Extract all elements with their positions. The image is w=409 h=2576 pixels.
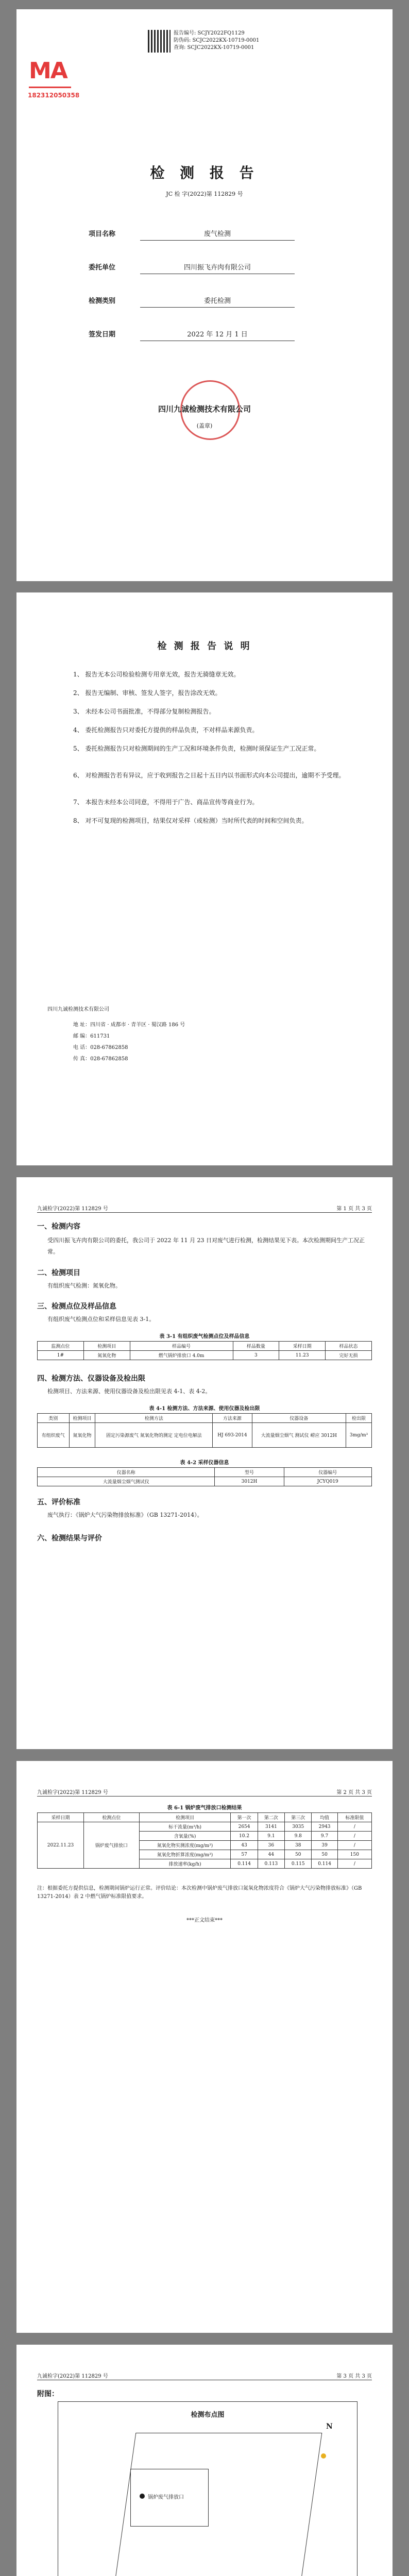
- table-header: 第一次: [231, 1813, 258, 1822]
- results-table: [37, 1812, 372, 1869]
- table-header: 检测方法: [95, 1414, 213, 1423]
- table-cell: 2022.11.23: [38, 1822, 84, 1869]
- table-caption: 表 6-1 锅炉废气排放口检测结果: [167, 1805, 242, 1811]
- note-item: 7、 本报告未经本公司同意，不得用于广告、商品宣传等商业行为。: [73, 799, 259, 806]
- table-header: 检测项目: [139, 1813, 231, 1822]
- table-cell: /: [337, 1832, 371, 1841]
- table-header: 标准限值: [337, 1813, 371, 1822]
- notes-title: 检 测 报 告 说 明: [157, 641, 252, 652]
- table-header: 第二次: [258, 1813, 284, 1822]
- note-item: 6、 对检测报告若有异议，应于收到报告之日起十五日内以书面形式向本公司提出，逾期不予受理。: [73, 772, 345, 779]
- table-cell: 38: [285, 1841, 312, 1850]
- table-cell: 3012H: [215, 1477, 284, 1486]
- table-row: [38, 1477, 372, 1486]
- table-header: 样品编号: [130, 1342, 233, 1351]
- field-value: 废气检测: [140, 228, 295, 241]
- section-text: 有组织废气检测点位和采样信息见表 3-1。: [47, 1316, 155, 1323]
- table-header-row: [38, 1342, 372, 1351]
- ma-number: 182312050358: [28, 92, 80, 99]
- field-value: 2022 年 12 月 1 日: [140, 329, 295, 341]
- table-header: 仪器设备: [252, 1414, 346, 1423]
- table-cell: 11.23: [279, 1351, 326, 1360]
- table-cell: HJ 693-2014: [213, 1423, 252, 1448]
- table-header: 第三次: [285, 1813, 312, 1822]
- table-header: 检测点位: [84, 1813, 140, 1822]
- table-header: 方法来源: [213, 1414, 252, 1423]
- page-header: 九诚检字(2022)第 112829 号: [37, 2374, 108, 2379]
- section-title: 一、检测内容: [37, 1223, 80, 1231]
- table-cell: JCYQ019: [284, 1477, 371, 1486]
- table-cell: 1#: [38, 1351, 84, 1360]
- page-number: 第 3 页 共 3 页: [336, 2374, 372, 2379]
- section-title: 四、检测方法、仪器设备及检出限: [37, 1375, 145, 1383]
- field-label: 检测类别: [89, 297, 116, 305]
- table-cell: 150: [337, 1850, 371, 1859]
- table-cell: 0.113: [258, 1859, 284, 1869]
- qr-info: [174, 30, 259, 52]
- table-cell: 39: [312, 1841, 337, 1850]
- table-cell: 有组织废气: [38, 1423, 70, 1448]
- note-item: 3、 未经本公司书面批准，不得部分复制检测报告。: [73, 708, 215, 715]
- page-header: 九诚检字(2022)第 112829 号: [37, 1790, 108, 1795]
- table-cell: /: [337, 1841, 371, 1850]
- sampling-point-label: 锅炉废气排放口: [148, 2495, 184, 2500]
- table-cell: 50: [312, 1850, 337, 1859]
- section-title: 六、检测结果与评价: [37, 1534, 102, 1543]
- table-cell: 43: [231, 1841, 258, 1850]
- table-cell: 2943: [312, 1822, 337, 1832]
- table-cell: 锅炉废气排放口: [84, 1822, 140, 1869]
- table-cell: 0.115: [285, 1859, 312, 1869]
- note-item: 8、 对不可复现的检测项目，结果仅对采样（或检测）当时所代表的时间和空间负责。: [73, 817, 308, 824]
- table-header: 型号: [215, 1468, 284, 1477]
- header-rule: [37, 1796, 372, 1797]
- contact-line: 电 话：028-67862858: [73, 1045, 128, 1050]
- qr-code: [148, 30, 171, 53]
- contact-line: 地 址：四川省 · 成都市 · 青羊区 · 蜀汉路 186 号: [73, 1022, 185, 1028]
- method-table: [37, 1413, 372, 1448]
- page-header: 九诚检字(2022)第 112829 号: [37, 1206, 108, 1212]
- cover-page: [16, 9, 393, 581]
- page-number: 第 2 页 共 3 页: [336, 1790, 372, 1795]
- table-cell: 44: [258, 1850, 284, 1859]
- diagram-title: 检测布点图: [191, 2411, 225, 2419]
- table-cell: 3141: [258, 1822, 284, 1832]
- section-text: 有组织废气检测：氮氧化物。: [47, 1282, 121, 1289]
- table-cell: /: [337, 1822, 371, 1832]
- field-label: 委托单位: [89, 264, 116, 272]
- table-cell: 大流量烟尘烟气测试仪: [38, 1477, 215, 1486]
- section-title: 二、检测项目: [37, 1269, 80, 1277]
- table-header: 均值: [312, 1813, 337, 1822]
- table-cell: 3mg/m³: [346, 1423, 372, 1448]
- table-cell: 36: [258, 1841, 284, 1850]
- table-cell: 含氧量(%): [139, 1832, 231, 1841]
- table-header: 监测点位: [38, 1342, 84, 1351]
- table-cell: 排放速率(kg/h): [139, 1859, 231, 1869]
- table-header: 样品数量: [233, 1342, 279, 1351]
- section-text: 废气执行：《锅炉大气污染物排放标准》（GB 13271-2014）。: [47, 1512, 203, 1518]
- table-cell: 标干流量(m³/h): [139, 1822, 231, 1832]
- table-cell: 完好无损: [326, 1351, 372, 1360]
- table-cell: 3: [233, 1351, 279, 1360]
- sampling-point-marker: [140, 2494, 145, 2499]
- note-item: 2、 报告无编制、审核、签发人签字，报告涂改无效。: [73, 689, 221, 697]
- content-page-3: [16, 2345, 393, 2576]
- sample-info-table: [37, 1341, 372, 1360]
- table-header-row: [38, 1813, 372, 1822]
- results-footnote: 注：根据委托方提供信息，检测期间锅炉运行正常。评价结论：本次检测中锅炉废气排放口氮氧化物浓度符合《锅炉大气污染物排放标准》（GB 13271-2014）表 2 中燃气锅炉标准限值要求。: [37, 1886, 362, 1900]
- field-value: 四川振飞卉肉有限公司: [140, 262, 295, 274]
- table-cell: 50: [285, 1850, 312, 1859]
- table-cell: 燃气锅炉排放口 4.0m: [130, 1351, 233, 1360]
- table-header: 检测项目: [69, 1414, 95, 1423]
- qr-line: 防伪码: SCJC2022KX-10719-0001: [174, 38, 260, 43]
- table-cell: 9.1: [258, 1832, 284, 1841]
- table-cell: 3035: [285, 1822, 312, 1832]
- section-text: 检测项目、方法来源、使用仪器设备及检出限见表 4-1、表 4-2。: [47, 1388, 211, 1395]
- table-cell: 9.7: [312, 1832, 337, 1841]
- north-arrow: N: [326, 2422, 333, 2431]
- legend-marker: [321, 2453, 326, 2459]
- content-page-2: [16, 1761, 393, 2333]
- table-header: 检测项目: [83, 1342, 130, 1351]
- table-row: [38, 1423, 372, 1448]
- content-page-1: [16, 1177, 393, 1749]
- instrument-table: [37, 1467, 372, 1486]
- ma-logo: [29, 56, 75, 92]
- company-name: 四川九诚检测技术有限公司: [158, 404, 251, 414]
- table-header-row: [38, 1468, 372, 1477]
- table-cell: 10.2: [231, 1832, 258, 1841]
- table-header: 仪器名称: [38, 1468, 215, 1477]
- section-text: 受四川振飞卉肉有限公司的委托，我公司于 2022 年 11 月 23 日对废气进行检测，检测结果见下表。本次检测期间生产工况正常。: [47, 1237, 365, 1255]
- report-title: 检 测 报 告: [150, 164, 259, 181]
- table-header: 样品状态: [326, 1342, 372, 1351]
- table-cell: 固定污染源废气 氮氧化物的测定 定电位电解法: [95, 1423, 213, 1448]
- table-cell: 2654: [231, 1822, 258, 1832]
- table-row: [38, 1351, 372, 1360]
- ma-logo-text: MA: [29, 56, 71, 88]
- table-header-row: [38, 1414, 372, 1423]
- table-cell: 57: [231, 1850, 258, 1859]
- table-header: 类别: [38, 1414, 70, 1423]
- table-cell: 氮氧化物实测浓度(mg/m³): [139, 1841, 231, 1850]
- table-cell: 0.114: [231, 1859, 258, 1869]
- contact-line: 传 真：028-67862858: [73, 1056, 128, 1062]
- table-cell: 氮氧化物: [83, 1351, 130, 1360]
- table-cell: 0.114: [312, 1859, 337, 1869]
- table-header: 检出限: [346, 1414, 372, 1423]
- company-seal-note: (盖章): [196, 422, 213, 429]
- table-cell: 9.8: [285, 1832, 312, 1841]
- report-number: JC 检 字(2022)第 112829 号: [166, 191, 243, 197]
- end-marker: ***正文结束***: [186, 1918, 223, 1923]
- table-cell: 大流量烟尘烟气 测试仪 崂应 3012H: [252, 1423, 346, 1448]
- field-label: 签发日期: [89, 331, 116, 338]
- table-caption: 表 3-1 有组织废气检测点位及样品信息: [159, 1334, 250, 1340]
- table-header: 仪器编号: [284, 1468, 371, 1477]
- field-value: 委托检测: [140, 295, 295, 308]
- table-cell: 氮氧化物折算浓度(mg/m³): [139, 1850, 231, 1859]
- header-rule: [37, 1212, 372, 1213]
- table-header: 采样日期: [38, 1813, 84, 1822]
- figure-title: 附图：: [37, 2390, 59, 2398]
- note-item: 1、 报告无本公司检验检测专用章无效，报告无骑缝章无效。: [73, 671, 240, 678]
- table-row: [38, 1822, 372, 1832]
- notes-page: [16, 592, 393, 1165]
- qr-line: 查询: SCJC2022KX-10719-0001: [174, 45, 254, 50]
- table-caption: 表 4-1 检测方法、方法来源、使用仪器及检出限: [149, 1406, 260, 1412]
- contact-company: 四川九诚检测技术有限公司: [47, 1007, 109, 1012]
- note-item: 4、 委托检测报告只对委托方提供的样品负责，不对样品来源负责。: [73, 726, 259, 734]
- table-caption: 表 4-2 采样仪器信息: [180, 1460, 229, 1466]
- page-number: 第 1 页 共 3 页: [336, 1206, 372, 1212]
- note-item: 5、 委托检测报告只对检测期间的生产工况和环境条件负责，检测时须保证生产工况正常。: [73, 745, 320, 752]
- contact-line: 邮 编：611731: [73, 1033, 110, 1039]
- field-label: 项目名称: [89, 230, 116, 238]
- table-cell: /: [337, 1859, 371, 1869]
- site-diagram: [58, 2401, 357, 2576]
- section-title: 五、评价标准: [37, 1498, 80, 1506]
- qr-line: 报告编号: SCJY2022FQ1129: [174, 30, 245, 36]
- section-title: 三、检测点位及样品信息: [37, 1302, 116, 1311]
- table-cell: 氮氧化物: [69, 1423, 95, 1448]
- table-header: 采样日期: [279, 1342, 326, 1351]
